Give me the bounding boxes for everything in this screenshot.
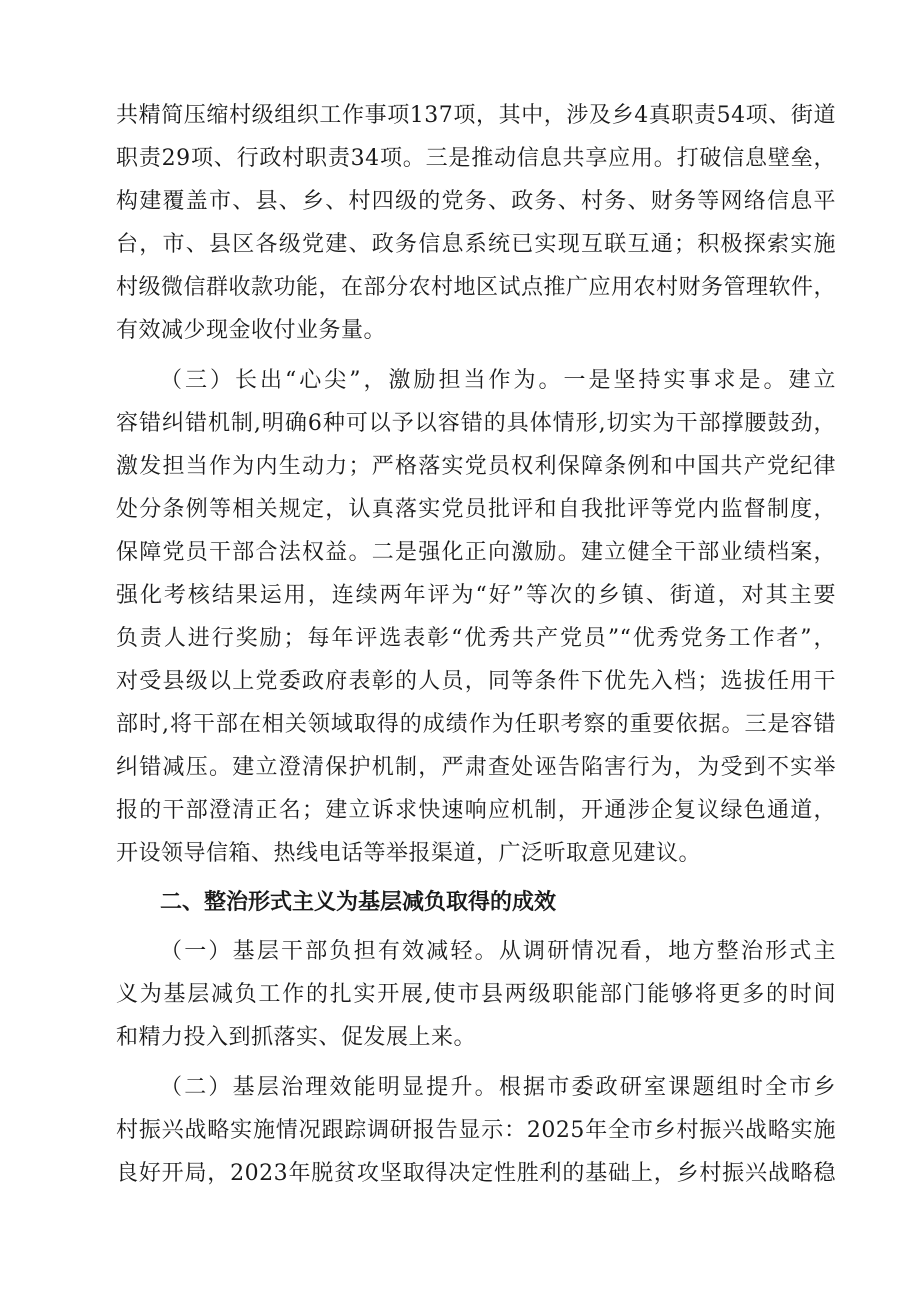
body-line-24: 村振兴战略实施情况跟踪调研报告显示：2025年全市乡村振兴战略实施 [116, 1118, 836, 1143]
body-line-11: 保障党员干部合法权益。二是强化正向激励。建立健全干部业绩档案， [116, 540, 836, 565]
body-line-6: 有效减少现金收付业务量。 [116, 318, 387, 343]
body-line-4: 台，市、县区各级党建、政务信息系统已实现互联互通；积极探索实施 [116, 232, 836, 257]
body-line-9: 激发担当作为内生动力；严格落实党员权利保障条例和中国共产党纪律 [116, 454, 836, 479]
subsection-1-intro: （一）基层干部负担有效减轻。从调研情况看，地方整治形式主 [160, 939, 836, 964]
section-heading: 二、整治形式主义为基层减负取得的成效 [160, 890, 557, 915]
body-line-14: 对受县级以上党委政府表彰的人员，同等条件下优先入档；选拔任用干 [116, 669, 836, 694]
body-line-3: 构建覆盖市、县、乡、村四级的党务、政务、村务、财务等网络信息平 [116, 189, 836, 214]
body-line-1: 共精简压缩村级组织工作事项137项，其中，涉及乡4真职责54项、街道 [116, 103, 836, 128]
body-line-8: 容错纠错机制,明确6种可以予以容错的具体情形,切实为干部撑腰鼓劲， [116, 411, 836, 436]
body-line-10: 处分条例等相关规定，认真落实党员批评和自我批评等党内监督制度， [116, 497, 836, 522]
subsection-2-intro: （二）基层治理效能明显提升。根据市委政研室课题组时全市乡 [160, 1075, 836, 1100]
body-line-5: 村级微信群收款功能，在部分农村地区试点推广应用农村财务管理软件， [116, 275, 837, 300]
body-line-2: 职责29项、行政村职责34项。三是推动信息共享应用。打破信息壁垒， [116, 146, 836, 171]
body-line-13: 负责人进行奖励；每年评选表彰“优秀共产党员”“优秀党务工作者”， [116, 626, 836, 651]
body-line-17: 报的干部澄清正名；建立诉求快速响应机制，开通涉企复议绿色通道， [116, 798, 836, 823]
section-3-intro: （三）长出“心尖”，激励担当作为。一是坚持实事求是。建立 [160, 368, 836, 393]
body-line-21: 义为基层减负工作的扎实开展,使市县两级职能部门能够将更多的时间 [116, 982, 836, 1007]
body-line-16: 纠错减压。建立澄清保护机制，严肃查处诬告陷害行为，为受到不实举 [116, 755, 836, 780]
body-line-18: 开设领导信箱、热线电话等举报渠道，广泛听取意见建议。 [116, 841, 702, 866]
body-line-12: 强化考核结果运用，连续两年评为“好”等次的乡镇、街道，对其主要 [116, 583, 836, 608]
body-line-15: 部时,将干部在相关领域取得的成绩作为任职考察的重要依据。三是容错 [116, 712, 836, 737]
body-line-25: 良好开局，2023年脱贫攻坚取得决定性胜利的基础上，乡村振兴战略稳 [116, 1161, 836, 1186]
body-line-22: 和精力投入到抓落实、促发展上来。 [116, 1025, 477, 1050]
